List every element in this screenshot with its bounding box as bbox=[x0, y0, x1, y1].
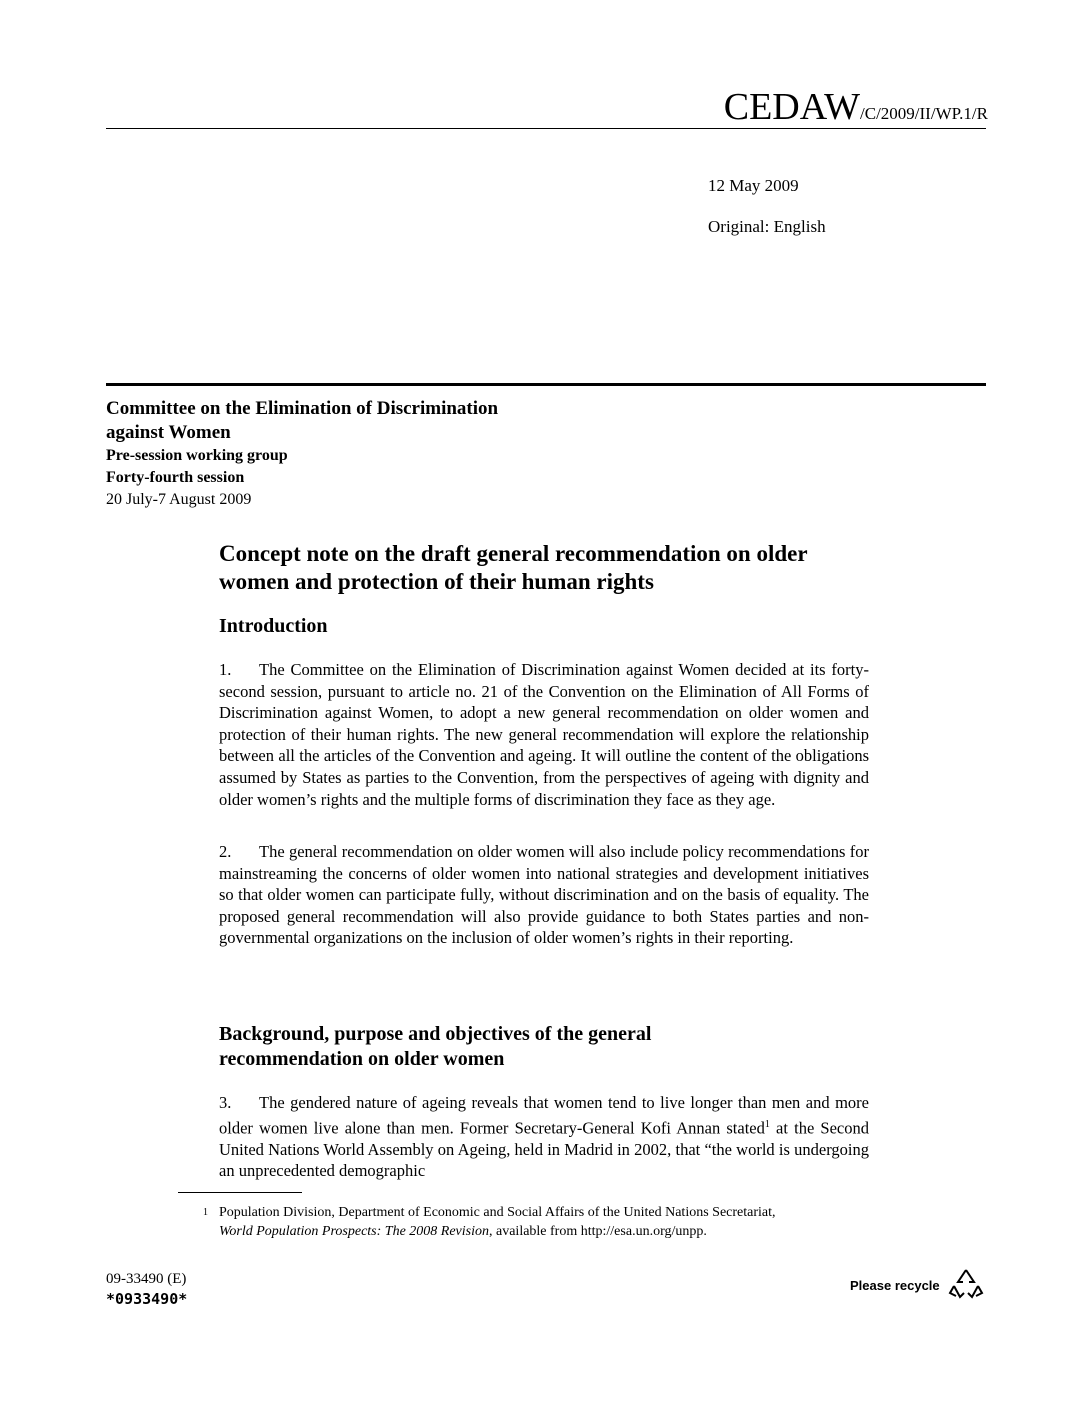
paragraph-text: The general recommendation on older women will also include policy recommendations for mainstreaming the concerns of older women into national strategies and development initiatives so that older women can participate fully, without discrimination and on the basis of equality. The proposed general recommendation will also provide guidance to both States parties and non-governmental organizations on the inclusion of older women’s rights in their reporting. bbox=[219, 842, 869, 948]
header-rule bbox=[106, 128, 986, 129]
footnote-reference[interactable]: 1 bbox=[764, 1118, 770, 1130]
paragraph-number: 3. bbox=[219, 1093, 232, 1112]
committee-title-line1: Committee on the Elimination of Discrimination bbox=[106, 398, 499, 419]
heading-background-line1: Background, purpose and objectives of the general bbox=[219, 1023, 652, 1045]
paragraph-text-after: at the Second United Nations World Assembly on Ageing, held in Madrid in 2002, that “the world is undergoing an unprecedented demographic bbox=[219, 1118, 870, 1181]
paragraph-1 bbox=[219, 659, 869, 810]
footnote-line2 bbox=[203, 1222, 883, 1241]
committee-title-line2: against Women bbox=[106, 422, 231, 443]
paragraph-3 bbox=[219, 1092, 869, 1182]
document-title bbox=[219, 540, 869, 596]
barcode: *0933490* bbox=[106, 1290, 188, 1308]
document-title-line1: Concept note on the draft general recommendation on older bbox=[219, 541, 808, 566]
footnote-publication: World Population Prospects: The 2008 Revision bbox=[219, 1224, 489, 1239]
committee-block bbox=[106, 397, 626, 511]
document-symbol-main: CEDAW bbox=[723, 86, 861, 128]
section-rule bbox=[106, 383, 986, 386]
job-number: 09-33490 (E) bbox=[106, 1271, 187, 1287]
footnote-text: Population Division, Department of Economic and Social Affairs of the United Nations Secretariat, bbox=[219, 1205, 776, 1220]
footnote bbox=[203, 1203, 883, 1241]
document-symbol bbox=[724, 88, 988, 126]
original-language: Original: English bbox=[708, 217, 826, 236]
footnote-availability: , available from http://esa.un.org/unpp. bbox=[489, 1224, 707, 1239]
document-date: 12 May 2009 bbox=[708, 176, 799, 195]
document-title-line2: women and protection of their human rights bbox=[219, 569, 654, 594]
footnote-rule bbox=[178, 1192, 302, 1193]
heading-introduction: Introduction bbox=[219, 615, 328, 637]
session-name: Forty-fourth session bbox=[106, 469, 245, 486]
working-group: Pre-session working group bbox=[106, 447, 288, 464]
footnote-mark: 1 bbox=[203, 1207, 208, 1218]
heading-background-line2: recommendation on older women bbox=[219, 1048, 505, 1070]
paragraph-text-before: The gendered nature of ageing reveals that women tend to live longer than men and more older women live alone than men. Former Secretary-General Kofi Annan stated bbox=[219, 1093, 869, 1138]
paragraph-text: The Committee on the Elimination of Discrimination against Women decided at its forty-second session, pursuant to article no. 21 of the Convention on the Elimination of All Forms of Discrimination against Women, to adopt a new general recommendation on older women and protection of their human rights. The new general recommendation will explore the relationship between all the articles of the Convention and ageing. It will outline the content of the obligations assumed by States as parties to the Convention, from the perspectives of ageing with dignity and older women’s rights and the multiple forms of discrimination they face as they age. bbox=[219, 660, 869, 809]
session-dates: 20 July-7 August 2009 bbox=[106, 491, 252, 508]
paragraph-2 bbox=[219, 841, 869, 949]
footnote-line1 bbox=[203, 1203, 883, 1222]
recycle-icon bbox=[948, 1266, 984, 1302]
paragraph-number: 2. bbox=[219, 842, 232, 861]
heading-background bbox=[219, 1022, 869, 1072]
paragraph-number: 1. bbox=[219, 660, 232, 679]
document-symbol-suffix: /C/2009/II/WP.1/R bbox=[860, 104, 988, 123]
please-recycle-text: Please recycle bbox=[850, 1278, 940, 1293]
